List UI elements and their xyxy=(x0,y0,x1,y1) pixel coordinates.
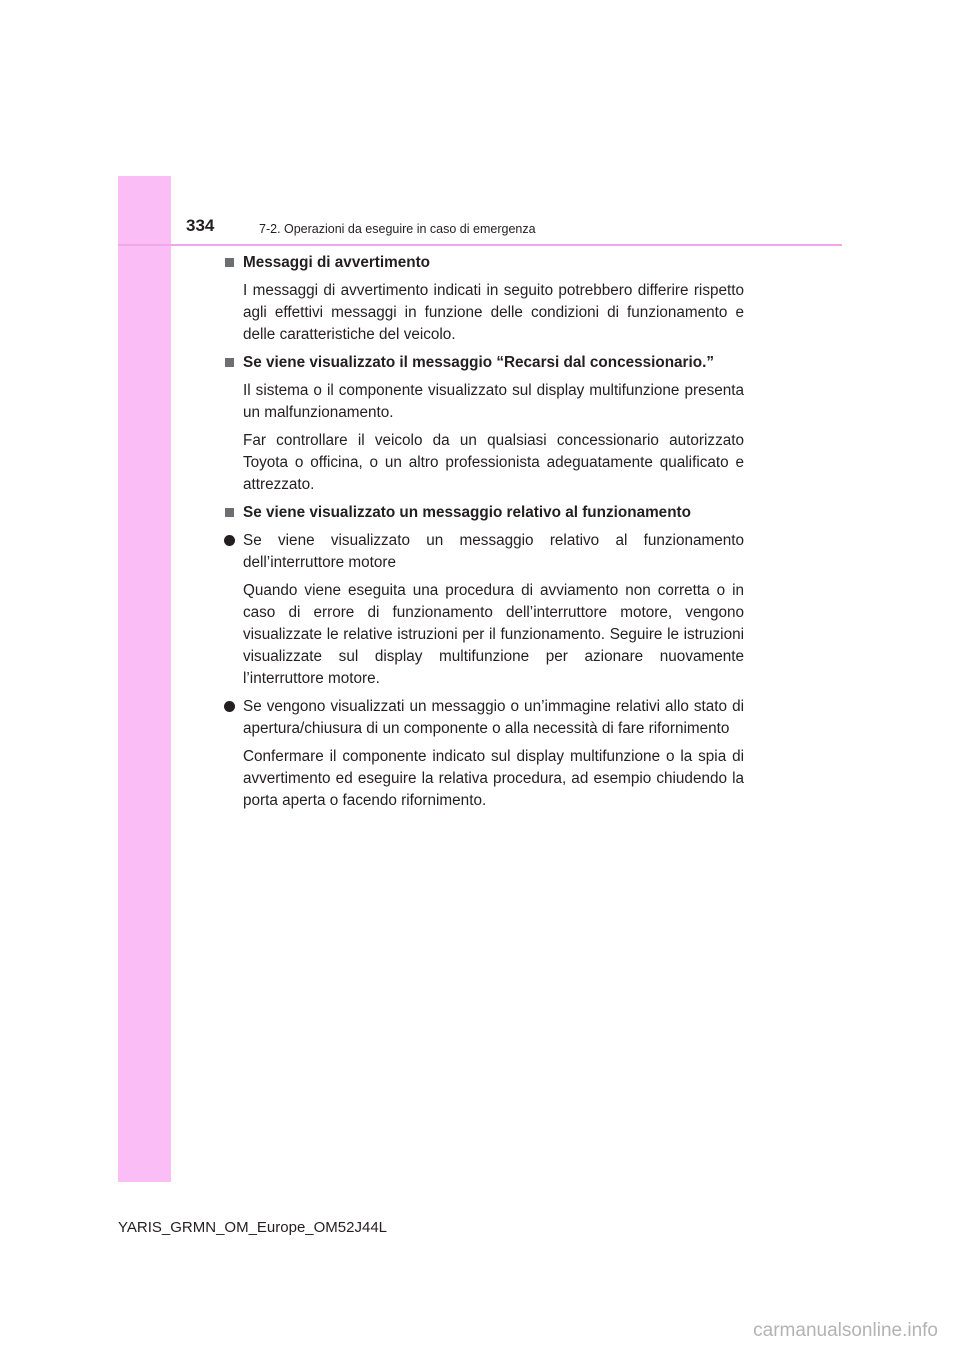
page-content xyxy=(224,252,744,812)
paragraph: I messaggi di avvertimento indicati in seguito potrebbero differire rispetto agli effettivi messaggi in funzione delle condizioni di funzionamento e delle caratteristiche del veicolo. xyxy=(243,282,744,343)
round-bullet-icon xyxy=(224,535,235,546)
section-title: 7-2. Operazioni da eseguire in caso di emergenza xyxy=(259,222,536,236)
heading-warning-messages xyxy=(224,252,744,274)
heading-text: Se viene visualizzato il messaggio “Recarsi dal concessionario.” xyxy=(243,354,714,371)
paragraph: Confermare il componente indicato sul display multifunzione o la spia di avvertimento ed eseguire la relativa procedura, ad esempio chiudendo la porta aperta o facendo rifornimento. xyxy=(243,748,744,809)
heading-dealer-message xyxy=(224,352,744,374)
paragraph: Quando viene eseguita una procedura di avviamento non corretta o in caso di errore di funzionamento dell’interruttore motore, vengono visualizzate le relative istruzioni per il funzionamento. Seguire le istruzioni visualizzate sul display multifunzione per azionare nuovamente l’interruttore motore. xyxy=(243,582,744,687)
page-number: 334 xyxy=(186,216,215,235)
heading-operation-message xyxy=(224,502,744,524)
watermark: carmanualsonline.info xyxy=(753,1320,938,1341)
paragraph: Il sistema o il componente visualizzato sul display multifunzione presenta un malfunzionamento. xyxy=(243,382,744,421)
paragraph: Far controllare il veicolo da un qualsiasi concessionario autorizzato Toyota o officina, o un altro professionista adeguatamente qualificato e attrezzato. xyxy=(243,432,744,493)
heading-text: Messaggi di avvertimento xyxy=(243,254,431,271)
round-bullet-icon xyxy=(224,701,235,712)
square-bullet-icon xyxy=(225,258,234,267)
side-color-band xyxy=(118,176,171,1182)
document-code: YARIS_GRMN_OM_Europe_OM52J44L xyxy=(118,1219,388,1236)
bullet-item xyxy=(224,530,744,574)
bullet-item xyxy=(224,696,744,740)
square-bullet-icon xyxy=(225,508,234,517)
bullet-text: Se viene visualizzato un messaggio relativo al funzionamento dell’interruttore motore xyxy=(243,532,744,571)
header-rule xyxy=(118,244,842,246)
bullet-text: Se vengono visualizzati un messaggio o un’immagine relativi allo stato di apertura/chiusura di un componente o alla necessità di fare rifornimento xyxy=(243,698,744,737)
heading-text: Se viene visualizzato un messaggio relativo al funzionamento xyxy=(243,504,691,521)
square-bullet-icon xyxy=(225,358,234,367)
